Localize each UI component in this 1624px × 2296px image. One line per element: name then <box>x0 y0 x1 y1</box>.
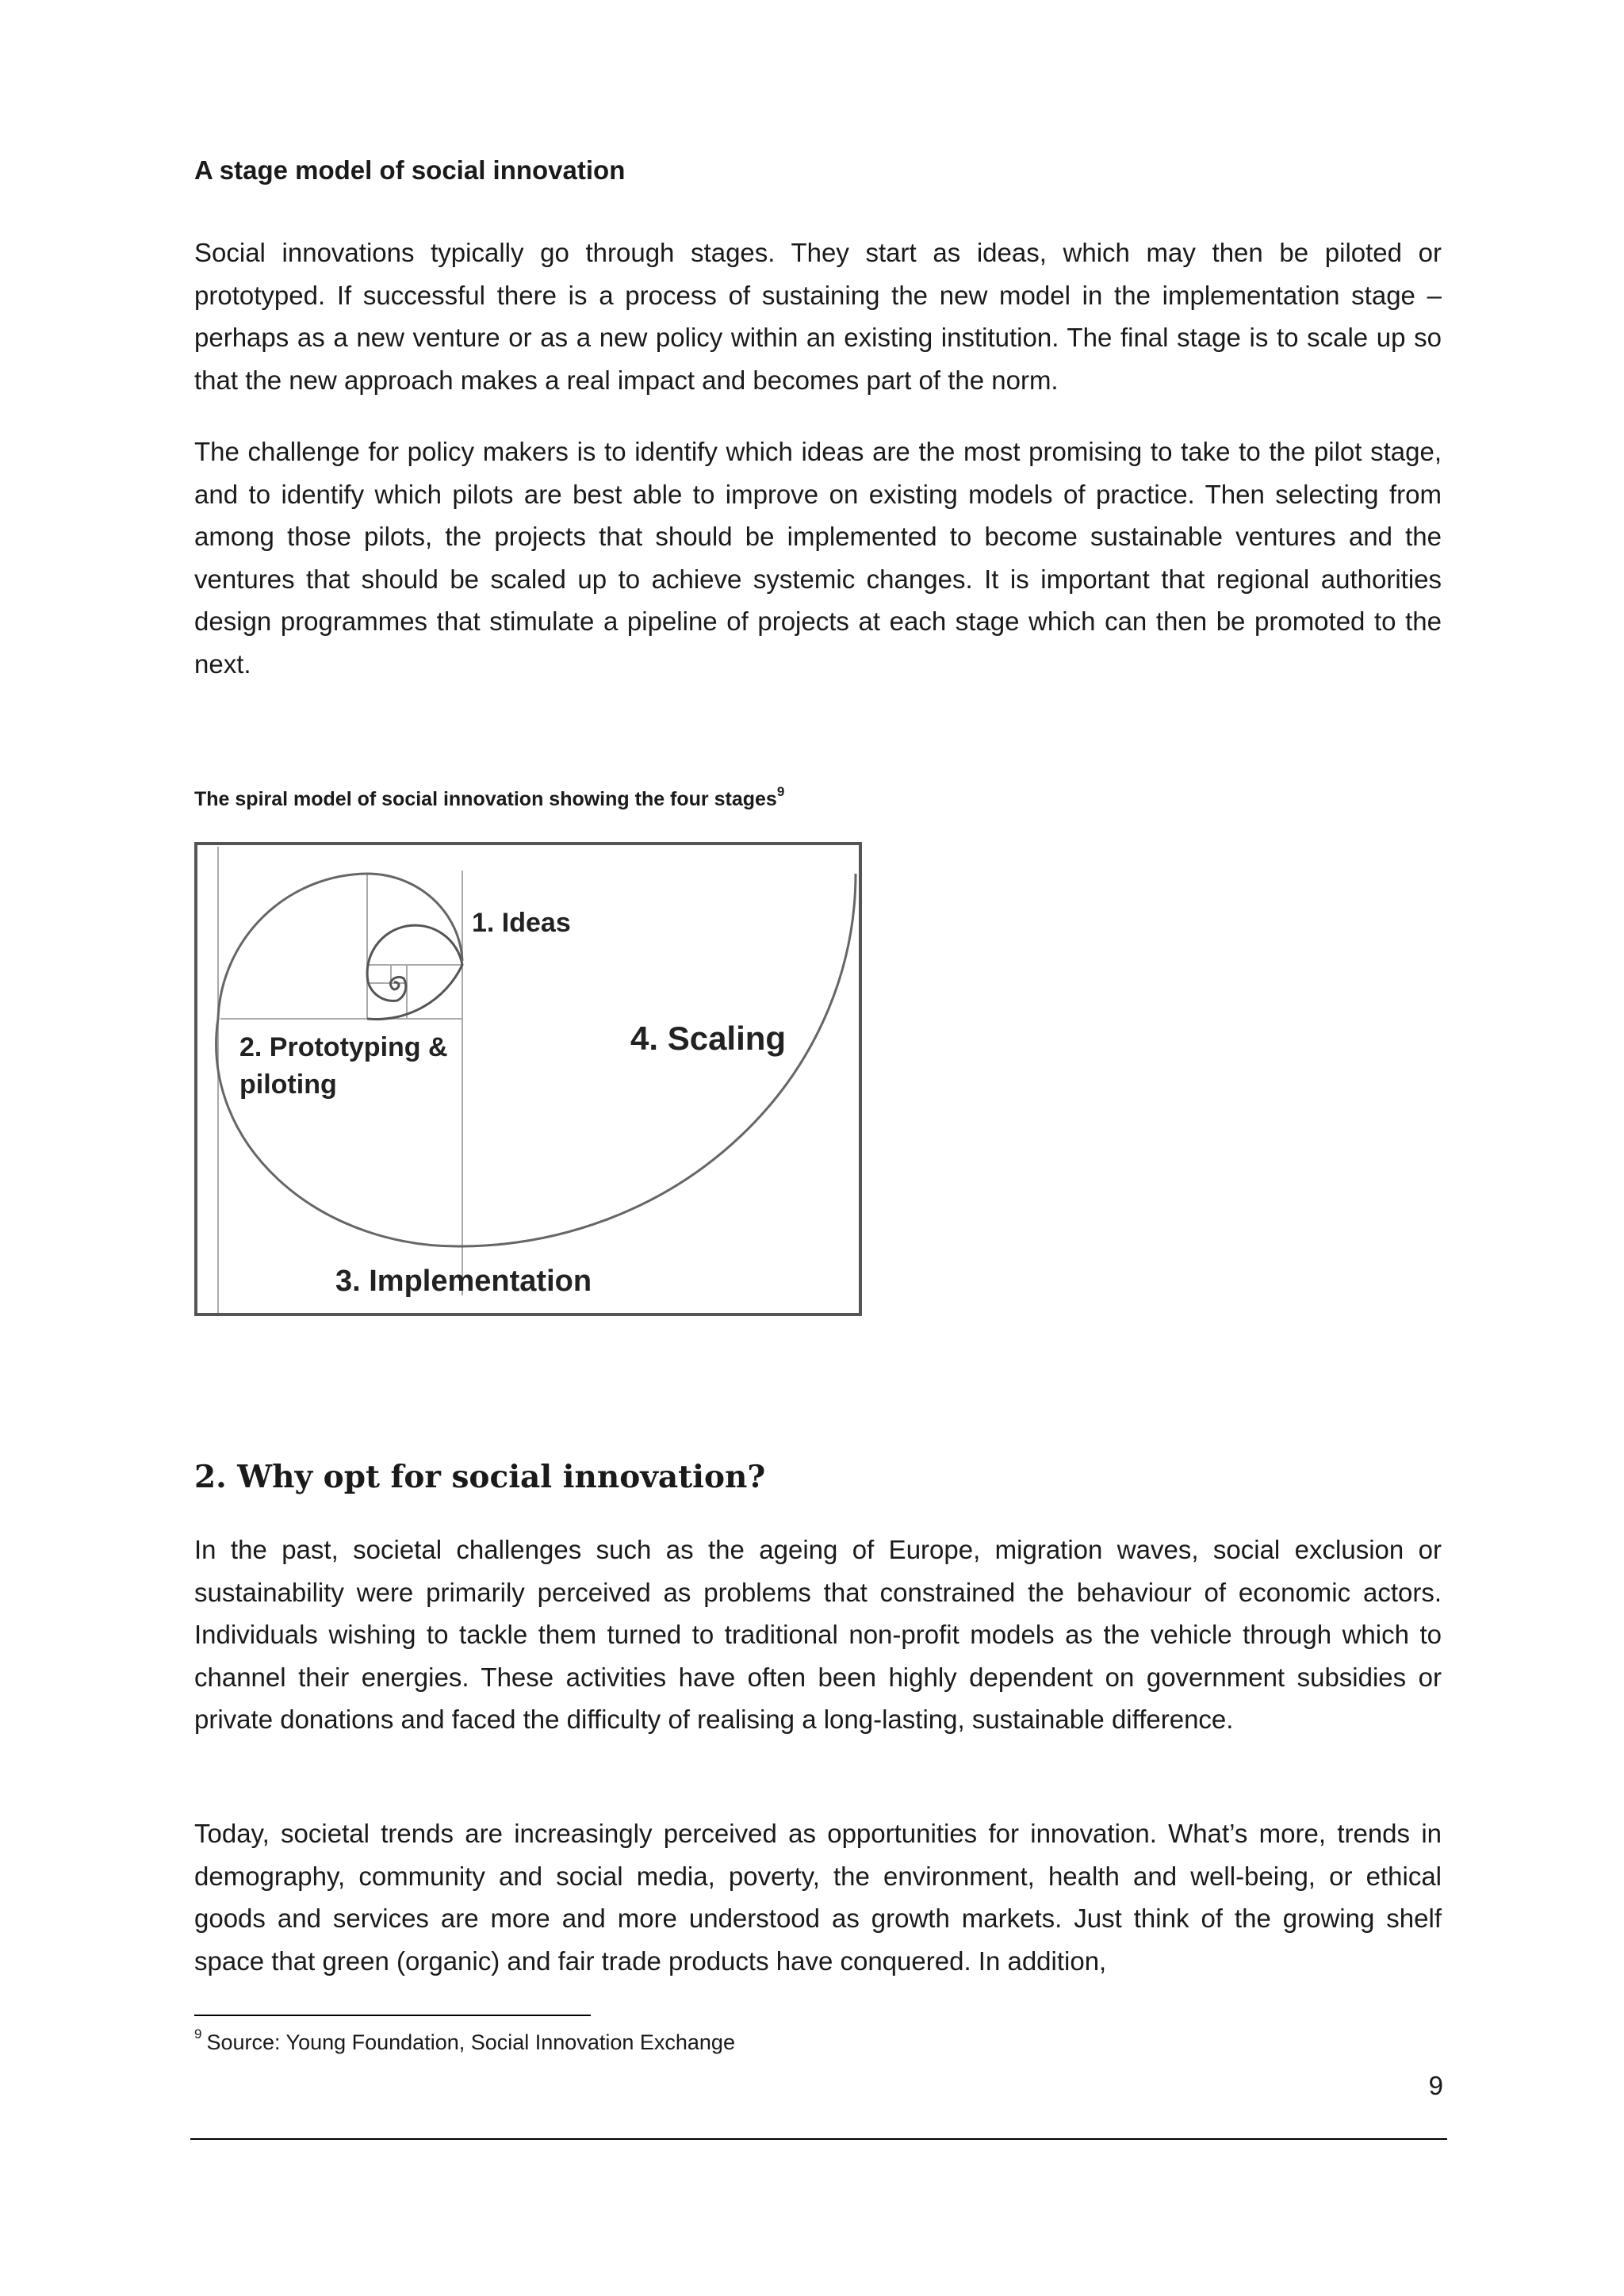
label-ideas: 1. Ideas <box>472 908 571 938</box>
page-number: 9 <box>1428 2071 1443 2100</box>
label-prototyping: 2. Prototyping & <box>239 1032 448 1062</box>
spiral-figure <box>194 842 862 1316</box>
paragraph-3: In the past, societal challenges such as the ageing of Europe, migration waves, social exclusion or sustainability were primarily perceived as problems that constrained the behaviour of economic actors. Individuals wishing to tackle them turned to traditional non-profit models as the vehicle through which to channel their energies. These activities have often been highly dependent on government subsidies or private donations and faced the difficulty of realising a long-lasting, sustainable difference. <box>194 1535 1442 1734</box>
paragraph-4: Today, societal trends are increasingly perceived as opportunities for innovation. What’s more, trends in demography, community and social media, poverty, the environment, health and well-being, or ethical goods and services are more and more understood as growth markets. Just think of the growing shelf space that green (organic) and fair trade products have conquered. In addition, <box>194 1819 1442 1976</box>
label-scaling: 4. Scaling <box>630 1020 787 1057</box>
label-piloting: piloting <box>239 1070 337 1100</box>
paragraph-1: Social innovations typically go through stages. They start as ideas, which may then be piloted or prototyped. If successful there is a process of sustaining the new model in the implementation stage – perhaps as a new venture or as a new policy within an existing institution. The final stage is to scale up so that the new approach makes a real impact and becomes part of the norm. <box>194 238 1442 395</box>
section-heading: A stage model of social innovation <box>194 155 626 185</box>
spiral-diagram <box>194 842 862 1316</box>
footnote-divider <box>194 2015 591 2016</box>
figure-caption-footnote-ref[interactable]: 9 <box>776 784 785 799</box>
label-implementation: 3. Implementation <box>335 1265 592 1298</box>
paragraph-2: The challenge for policy makers is to identify which ideas are the most promising to take to the pilot stage, and to identify which pilots are best able to improve on existing models of practice. Then selecting from among those pilots, the projects that should be implemented to become sustainable ventures and the ventures that should be scaled up to achieve systemic changes. It is important that regional authorities design programmes that stimulate a pipeline of projects at each stage which can then be promoted to the next. <box>194 437 1442 679</box>
footnote-number: 9 <box>194 2026 202 2042</box>
figure-caption-text: The spiral model of social innovation showing the four stages <box>194 788 777 810</box>
section2-heading: 2. Why opt for social innovation? <box>194 1459 766 1495</box>
figure-caption <box>194 784 1442 811</box>
footer-rule <box>190 2138 1447 2140</box>
footnote-text: Source: Young Foundation, Social Innovation Exchange <box>206 2030 735 2054</box>
footnote <box>194 2026 735 2055</box>
